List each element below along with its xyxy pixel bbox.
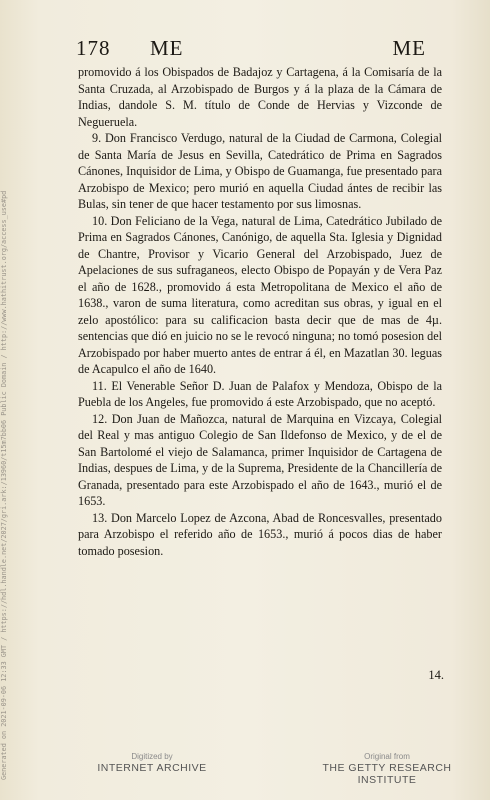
footer-digitized bbox=[92, 752, 212, 774]
generated-notice: Generated on 2021-09-06 12:33 GMT / https://hdl.handle.net/2027/gri.ark:/13960/t15m7bb06 Public Domain / http://www.hathitrust.org/access_use#pd bbox=[0, 190, 8, 780]
page-number: 178 bbox=[76, 36, 111, 60]
digitized-by-label: Digitized by bbox=[131, 752, 173, 761]
paragraph-11: 11. El Venerable Señor D. Juan de Palafox y Mendoza, Obispo de la Puebla de los Angeles, fue promovido á este Arzobispado, que no aceptó. bbox=[78, 378, 442, 409]
footer-original bbox=[292, 752, 482, 786]
header-right-word: ME bbox=[392, 36, 426, 60]
paragraph-9: 9. Don Francisco Verdugo, natural de la Ciudad de Carmona, Colegial de Santa María de Jesus en Sevilla, Catedrático de Prima en Sagrados Cánones, Inquisidor de Lima, y Obispo de Guamanga, fue presentado para Arzobispo de Mexico; pero murió en aquella Ciudad ántes de recibir las Bulas, sin tener de que hacer testamento por sus limosnas. bbox=[78, 131, 442, 211]
body-text bbox=[78, 64, 442, 559]
original-from-label: Original from bbox=[364, 752, 410, 761]
paragraph-10: 10. Don Feliciano de la Vega, natural de Lima, Catedrático Jubilado de Prima en Sagrados Cánones, Canónigo, de aquella Sta. Iglesia y Dignidad de Chantre, Provisor y Vicario General del Arzobispado, Juez de Apelaciones de sus sufraganeos, electo Obispo de Popayán y de Vera Paz el año de 1628., promovido á esta Metropolitana de Mexico el año de 1638., varon de suma literatura, como acreditan sus obras, y igual en el zelo apostólico: para su calificacion basta decir que de mas de 4µ. sentencias que dió en juicio no se le revocó ninguna; no tomó posesion del Arzobispado por haber muerto antes de entrar á él, en Mazatlan 30. leguas de Acapulco el año de 1640. bbox=[78, 213, 442, 376]
footer bbox=[0, 752, 490, 792]
internet-archive-label: INTERNET ARCHIVE bbox=[97, 762, 207, 774]
paragraph-13: 13. Don Marcelo Lopez de Azcona, Abad de Roncesvalles, presentado para Arzobispo el referido año de 1653., murió á pocos dias de haber tomado posesion. bbox=[78, 510, 442, 558]
paragraph-continuation: promovido á los Obispados de Badajoz y Cartagena, á la Comisaría de la Santa Cruzada, al Arzobispado de Burgos y á la plaza de la Cámara de Indias, dandole S. M. título de Conde de Hervias y Vizconde de Negueruela. bbox=[78, 65, 442, 129]
header-left-word: ME bbox=[150, 36, 184, 60]
getty-label: THE GETTY RESEARCH INSTITUTE bbox=[322, 762, 452, 786]
catchword: 14. bbox=[428, 668, 444, 682]
running-header bbox=[76, 36, 432, 62]
paragraph-12: 12. Don Juan de Mañozca, natural de Marquina en Vizcaya, Colegial del Real y mas antiguo Colegio de San Ildefonso de Mexico, y de el de San Bartolomé el viejo de Salamanca, primer Inquisidor de Cartagena de Indias, despues de Lima, y de la Suprema, Presidente de la Chancillería de Granada, presentado para este Arzobispado el año de 1643., murió el de 1653. bbox=[78, 411, 442, 508]
